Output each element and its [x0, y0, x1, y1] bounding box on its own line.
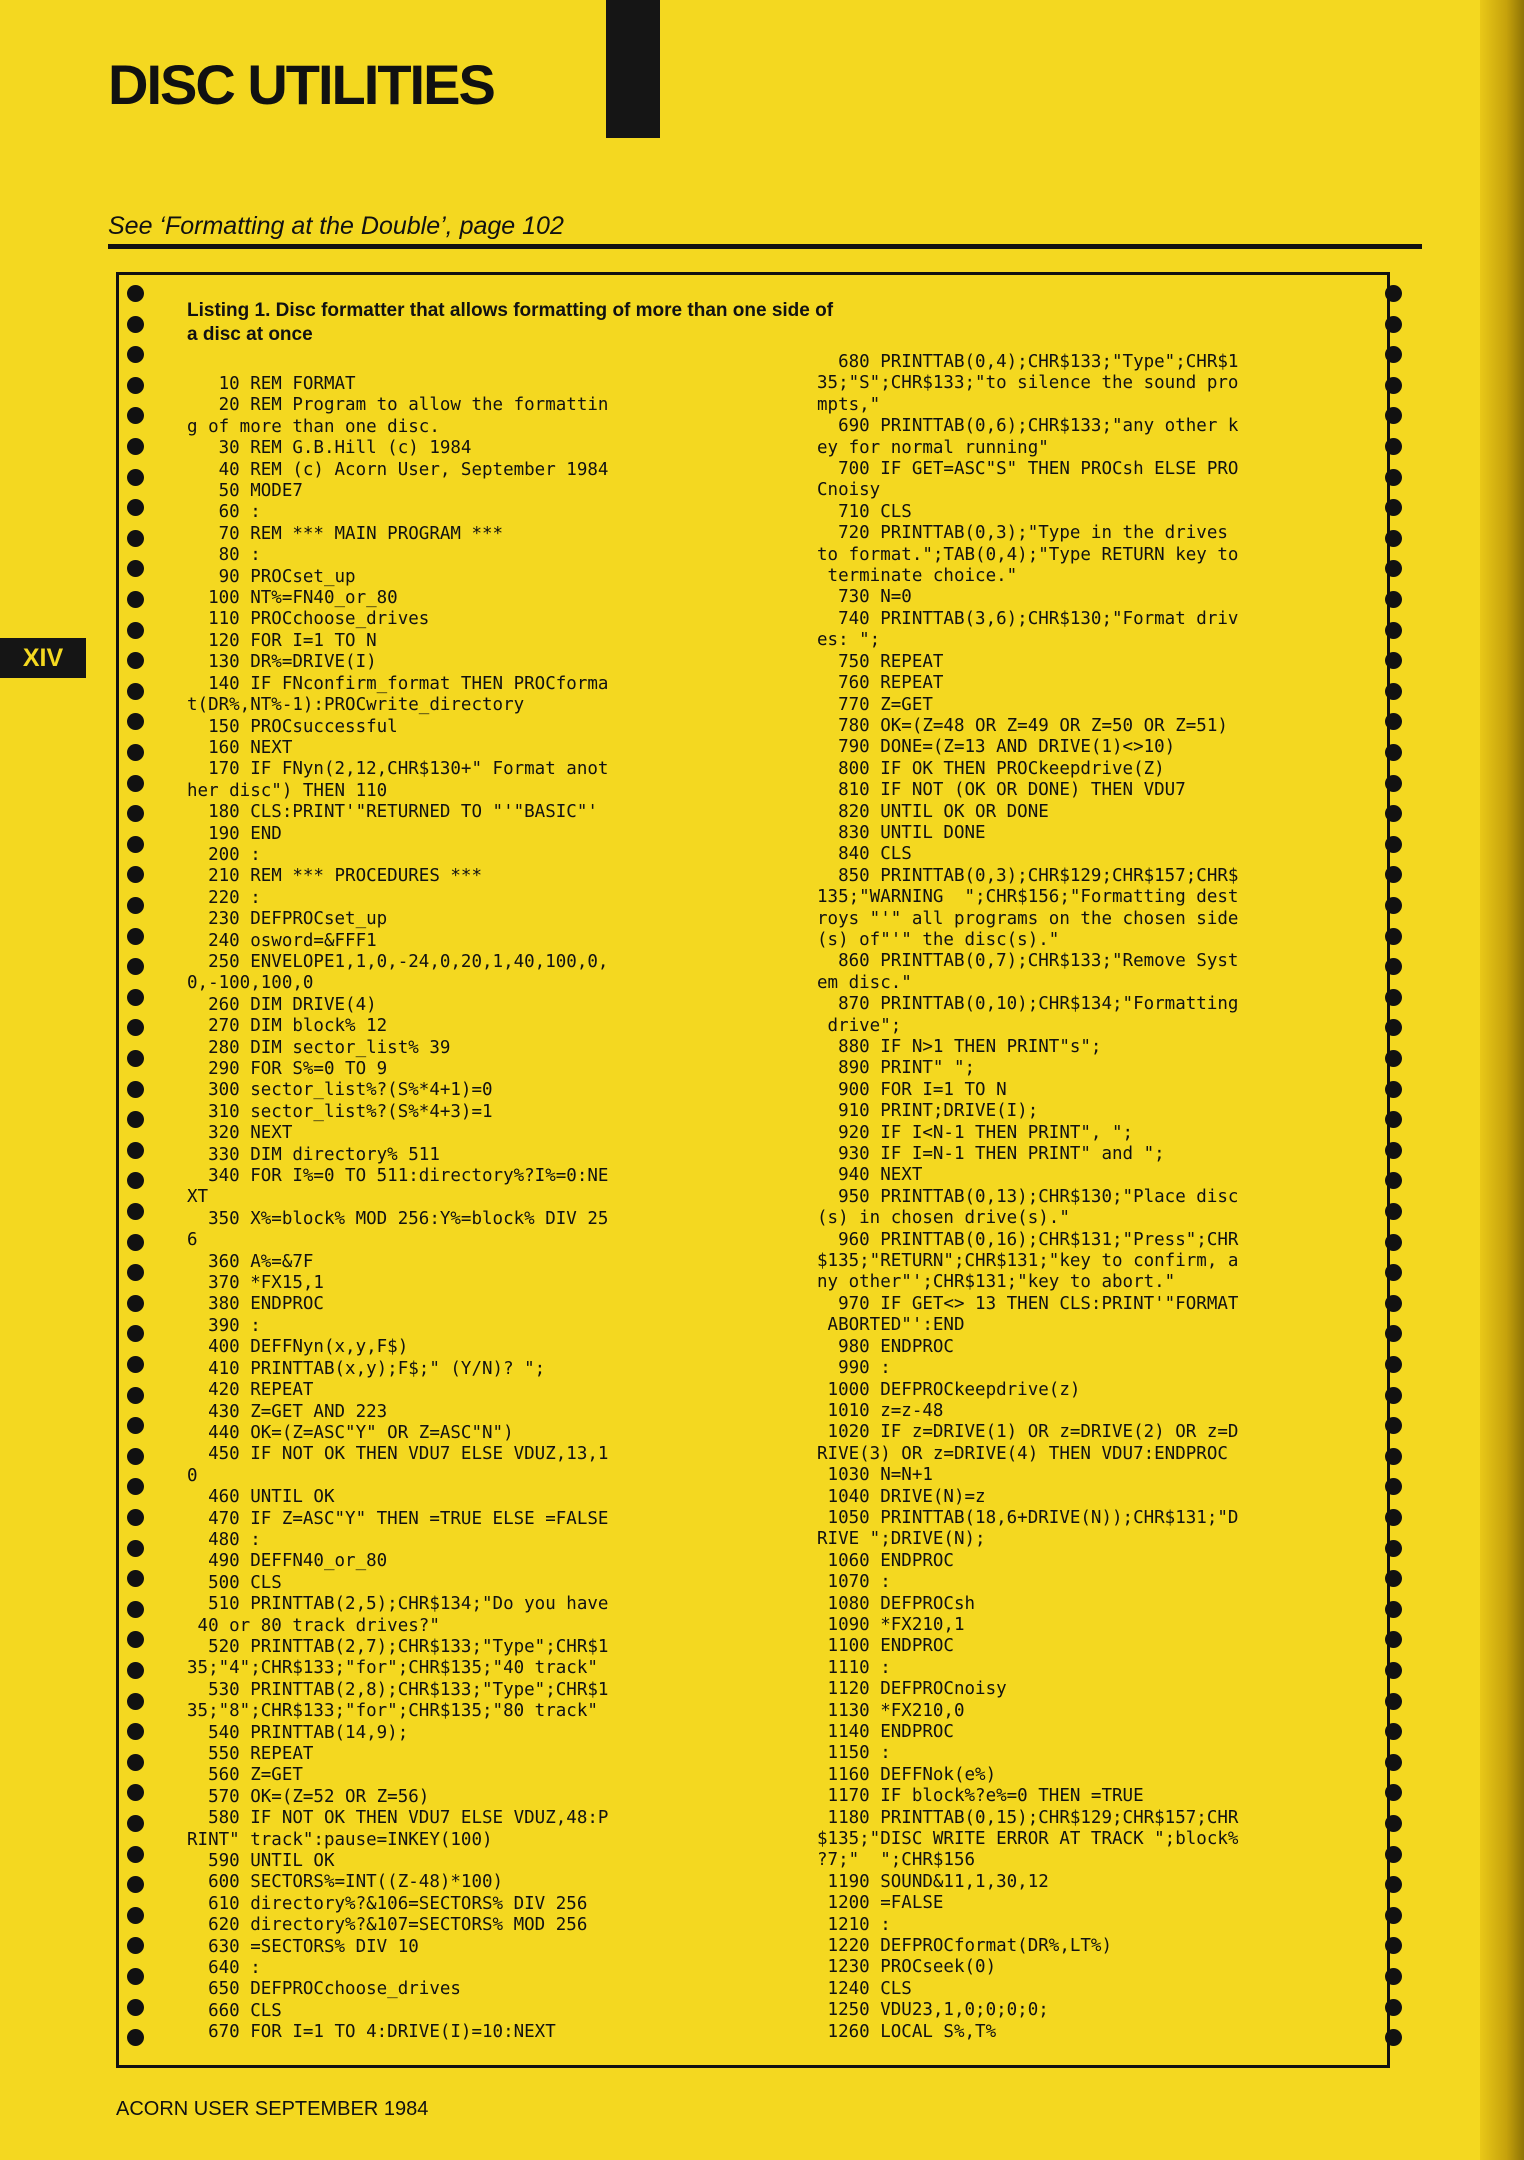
sprocket-hole: [1385, 1631, 1402, 1648]
sprocket-hole: [127, 285, 144, 302]
sprocket-hole: [127, 316, 144, 333]
sprocket-hole: [1385, 989, 1402, 1006]
sprocket-hole: [1385, 1325, 1402, 1342]
sprocket-hole: [127, 1876, 144, 1893]
sprocket-hole: [127, 1387, 144, 1404]
sprocket-hole: [127, 928, 144, 945]
sprocket-hole: [127, 530, 144, 547]
sprocket-hole: [127, 1050, 144, 1067]
sprocket-hole: [127, 2029, 144, 2046]
sprocket-hole: [1385, 1846, 1402, 1863]
sprocket-hole: [1385, 744, 1402, 761]
sprocket-hole: [127, 836, 144, 853]
sprocket-hole: [1385, 1448, 1402, 1465]
sprocket-hole: [1385, 775, 1402, 792]
code-column-left: 10 REM FORMAT 20 REM Program to allow the formattin g of more than one disc. 30 REM G.B.Hill (c) 1984 40 REM (c) Acorn User, September 1984 50 MODE7 60 : 70 REM *** MAIN PROGRAM *** 80 : 90 PROCset_up 100 NT%=FN40_or_80 110 PROCchoose_drives 120 FOR I=1 TO N 130 DR%=DRIVE(I) 140 IF FNconfirm_format THEN PROCforma t(DR%,NT%-1):PROCwrite_directory 150 PROCsuccessful 160 NEXT 170 IF FNyn(2,12,CHR$130+" Format anot her disc") THEN 110 180 CLS:PRINT'"RETURNED TO "'"BASIC"' 190 END 200 : 210 REM *** PROCEDURES *** 220 : 230 DEFPROCset_up 240 osword=&FFF1 250 ENVELOPE1,1,0,-24,0,20,1,40,100,0, 0,-100,100,0 260 DIM DRIVE(4) 270 DIM block% 12 280 DIM sector_list% 39 290 FOR S%=0 TO 9 300 sector_list%?(S%*4+1)=0 310 sector_list%?(S%*4+3)=1 320 NEXT 330 DIM directory% 511 340 FOR I%=0 TO 511:directory%?I%=0:NE XT 350 X%=block% MOD 256:Y%=block% DIV 25 6 360 A%=&7F 370 *FX15,1 380 ENDPROC 390 : 400 DEFFNyn(x,y,F$) 410 PRINTTAB(x,y);F$;" (Y/N)? "; 420 REPEAT 430 Z=GET AND 223 440 OK=(Z=ASC"Y" OR Z=ASC"N") 450 IF NOT OK THEN VDU7 ELSE VDUZ,13,1 0 460 UNTIL OK 470 IF Z=ASC"Y" THEN =TRUE ELSE =FALSE 480 : 490 DEFFN40_or_80 500 CLS 510 PRINTTAB(2,5);CHR$134;"Do you have 40 or 80 track drives?" 520 PRINTTAB(2,7);CHR$133;"Type";CHR$1 35;"4";CHR$133;"for";CHR$135;"40 track" 530 PRINTTAB(2,8);CHR$133;"Type";CHR$1 35;"8";CHR$133;"for";CHR$135;"80 track" 540 PRINTTAB(14,9); 550 REPEAT 560 Z=GET 570 OK=(Z=52 OR Z=56) 580 IF NOT OK THEN VDU7 ELSE VDUZ,48:P RINT" track":pause=INKEY(100) 590 UNTIL OK 600 SECTORS%=INT((Z-48)*100) 610 directory%?&106=SECTORS% DIV 256 620 directory%?&107=SECTORS% MOD 256 630 =SECTORS% DIV 10 640 : 650 DEFPROCchoose_drives 660 CLS 670 FOR I=1 TO 4:DRIVE(I)=10:NEXT: [187, 374, 609, 2043]
sprocket-hole: [1385, 1723, 1402, 1740]
sprocket-hole: [1385, 1356, 1402, 1373]
sprocket-hole: [127, 499, 144, 516]
sprocket-hole: [1385, 1417, 1402, 1434]
sprocket-hole: [127, 1540, 144, 1557]
sprocket-hole: [127, 346, 144, 363]
sprocket-hole: [127, 713, 144, 730]
sprocket-hole: [1385, 1907, 1402, 1924]
sprocket-hole: [1385, 1540, 1402, 1557]
sprocket-hole: [127, 1907, 144, 1924]
sprocket-hole: [1385, 836, 1402, 853]
sprocket-hole: [127, 897, 144, 914]
tractor-holes-left: [124, 275, 148, 2065]
sprocket-hole: [127, 1601, 144, 1618]
sprocket-hole: [1385, 346, 1402, 363]
sprocket-hole: [1385, 1662, 1402, 1679]
sprocket-hole: [1385, 1172, 1402, 1189]
sprocket-hole: [127, 1509, 144, 1526]
sprocket-hole: [127, 652, 144, 669]
sprocket-hole: [1385, 2029, 1402, 2046]
sprocket-hole: [127, 1784, 144, 1801]
sprocket-hole: [127, 377, 144, 394]
sprocket-hole: [1385, 285, 1402, 302]
sprocket-hole: [127, 958, 144, 975]
sprocket-hole: [127, 1662, 144, 1679]
sprocket-hole: [127, 1081, 144, 1098]
sprocket-hole: [1385, 1234, 1402, 1251]
sprocket-hole: [1385, 530, 1402, 547]
sprocket-hole: [127, 1631, 144, 1648]
section-title: DISC UTILITIES: [108, 53, 494, 116]
sprocket-hole: [1385, 1509, 1402, 1526]
sprocket-hole: [1385, 1478, 1402, 1495]
section-subtitle: See ‘Formatting at the Double’, page 102: [108, 212, 564, 240]
sprocket-hole: [127, 1172, 144, 1189]
sprocket-hole: [127, 866, 144, 883]
sprocket-hole: [127, 1846, 144, 1863]
sprocket-hole: [1385, 622, 1402, 639]
sprocket-hole: [1385, 407, 1402, 424]
sprocket-hole: [1385, 1968, 1402, 1985]
sprocket-hole: [1385, 1264, 1402, 1281]
sprocket-hole: [1385, 866, 1402, 883]
sprocket-hole: [127, 1264, 144, 1281]
sprocket-hole: [127, 1999, 144, 2016]
sprocket-hole: [1385, 652, 1402, 669]
sprocket-hole: [1385, 1081, 1402, 1098]
sprocket-hole: [1385, 1111, 1402, 1128]
program-listing-box: [116, 272, 1390, 2068]
sprocket-hole: [127, 560, 144, 577]
sprocket-hole: [1385, 560, 1402, 577]
sprocket-hole: [127, 407, 144, 424]
sprocket-hole: [1385, 1295, 1402, 1312]
sprocket-hole: [1385, 1784, 1402, 1801]
sprocket-hole: [1385, 1601, 1402, 1618]
sprocket-hole: [1385, 1937, 1402, 1954]
sprocket-hole: [127, 622, 144, 639]
sprocket-hole: [127, 1478, 144, 1495]
tractor-holes-right: [1382, 275, 1406, 2065]
page-number-tab: XIV: [0, 638, 86, 678]
sprocket-hole: [127, 744, 144, 761]
sprocket-hole: [127, 591, 144, 608]
sprocket-hole: [1385, 499, 1402, 516]
sprocket-hole: [1385, 805, 1402, 822]
sprocket-hole: [1385, 897, 1402, 914]
sprocket-hole: [1385, 1050, 1402, 1067]
sprocket-hole: [127, 438, 144, 455]
sprocket-hole: [1385, 1387, 1402, 1404]
sprocket-hole: [127, 1019, 144, 1036]
page-edge: [1480, 0, 1524, 2160]
sprocket-hole: [1385, 958, 1402, 975]
sprocket-hole: [127, 1693, 144, 1710]
sprocket-hole: [127, 1203, 144, 1220]
sprocket-hole: [1385, 438, 1402, 455]
sprocket-hole: [127, 1968, 144, 1985]
sprocket-hole: [1385, 1815, 1402, 1832]
sprocket-hole: [127, 683, 144, 700]
sprocket-hole: [127, 1570, 144, 1587]
sprocket-hole: [127, 1356, 144, 1373]
sprocket-hole: [127, 1723, 144, 1740]
sprocket-hole: [127, 775, 144, 792]
sprocket-hole: [127, 1142, 144, 1159]
sprocket-hole: [1385, 1754, 1402, 1771]
sprocket-hole: [127, 1234, 144, 1251]
sprocket-hole: [127, 989, 144, 1006]
listing-caption: Listing 1. Disc formatter that allows formatting of more than one side of a disc at once: [187, 300, 834, 345]
sprocket-hole: [1385, 683, 1402, 700]
sprocket-hole: [127, 1815, 144, 1832]
page-footer: ACORN USER SEPTEMBER 1984: [116, 2098, 429, 2120]
sprocket-hole: [127, 1754, 144, 1771]
sprocket-hole: [1385, 377, 1402, 394]
sprocket-hole: [1385, 1999, 1402, 2016]
sprocket-hole: [127, 1448, 144, 1465]
sprocket-hole: [127, 1937, 144, 1954]
divider-rule: [108, 244, 1422, 249]
code-column-right: 680 PRINTTAB(0,4);CHR$133;"Type";CHR$1 35;"S";CHR$133;"to silence the sound pro mpts," 690 PRINTTAB(0,6);CHR$133;"any other k ey for normal running" 700 IF GET=ASC"S" THEN PROCsh ELSE PRO Cnoisy 710 CLS 720 PRINTTAB(0,3);"Type in the drives to format.";TAB(0,4);"Type RETURN key to terminate choice." 730 N=0 740 PRINTTAB(3,6);CHR$130;"Format driv es: "; 750 REPEAT 760 REPEAT 770 Z=GET 780 OK=(Z=48 OR Z=49 OR Z=50 OR Z=51) 790 DONE=(Z=13 AND DRIVE(1)<>10) 800 IF OK THEN PROCkeepdrive(Z) 810 IF NOT (OK OR DONE) THEN VDU7 820 UNTIL OK OR DONE 830 UNTIL DONE 840 CLS 850 PRINTTAB(0,3);CHR$129;CHR$157;CHR$ 135;"WARNING ";CHR$156;"Formatting dest roys "'" all programs on the chosen side (s) of"'" the disc(s)." 860 PRINTTAB(0,7);CHR$133;"Remove Syst em disc." 870 PRINTTAB(0,10);CHR$134;"Formatting drive"; 880 IF N>1 THEN PRINT"s"; 890 PRINT" "; 900 FOR I=1 TO N 910 PRINT;DRIVE(I); 920 IF I<N-1 THEN PRINT", "; 930 IF I=N-1 THEN PRINT" and "; 940 NEXT 950 PRINTTAB(0,13);CHR$130;"Place disc (s) in chosen drive(s)." 960 PRINTTAB(0,16);CHR$131;"Press";CHR $135;"RETURN";CHR$131;"key to confirm, a ny other"';CHR$131;"key to abort." 970 IF GET<> 13 THEN CLS:PRINT'"FORMAT ABORTED"':END 980 ENDPROC 990 : 1000 DEFPROCkeepdrive(z) 1010 z=z-48 1020 IF z=DRIVE(1) OR z=DRIVE(2) OR z=D RIVE(3) OR z=DRIVE(4) THEN VDU7:ENDPROC 1030 N=N+1 1040 DRIVE(N)=z 1050 PRINTTAB(18,6+DRIVE(N));CHR$131;"D RIVE ";DRIVE(N); 1060 ENDPROC 1070 : 1080 DEFPROCsh 1090 *FX210,1 1100 ENDPROC 1110 : 1120 DEFPROCnoisy 1130 *FX210,0 1140 ENDPROC 1150 : 1160 DEFFNok(e%) 1170 IF block%?e%=0 THEN =TRUE 1180 PRINTTAB(0,15);CHR$129;CHR$157;CHR $135;"DISC WRITE ERROR AT TRACK ";block% ?7;" ";CHR$156 1190 SOUND&11,1,30,12 1200 =FALSE 1210 : 1220 DEFPROCformat(DR%,LT%) 1230 PROCseek(0) 1240 CLS 1250 VDU23,1,0;0;0;0; 1260 LOCAL S%,T%: [817, 352, 1239, 2042]
sprocket-hole: [127, 1417, 144, 1434]
sprocket-hole: [127, 805, 144, 822]
sprocket-hole: [1385, 1693, 1402, 1710]
sprocket-hole: [1385, 591, 1402, 608]
header-bar: [606, 0, 660, 138]
sprocket-hole: [127, 1295, 144, 1312]
sprocket-hole: [1385, 713, 1402, 730]
sprocket-hole: [1385, 1203, 1402, 1220]
sprocket-hole: [1385, 928, 1402, 945]
sprocket-hole: [127, 1111, 144, 1128]
sprocket-hole: [1385, 469, 1402, 486]
sprocket-hole: [1385, 1570, 1402, 1587]
sprocket-hole: [1385, 1142, 1402, 1159]
sprocket-hole: [127, 469, 144, 486]
sprocket-hole: [1385, 1876, 1402, 1893]
sprocket-hole: [1385, 316, 1402, 333]
sprocket-hole: [1385, 1019, 1402, 1036]
sprocket-hole: [127, 1325, 144, 1342]
